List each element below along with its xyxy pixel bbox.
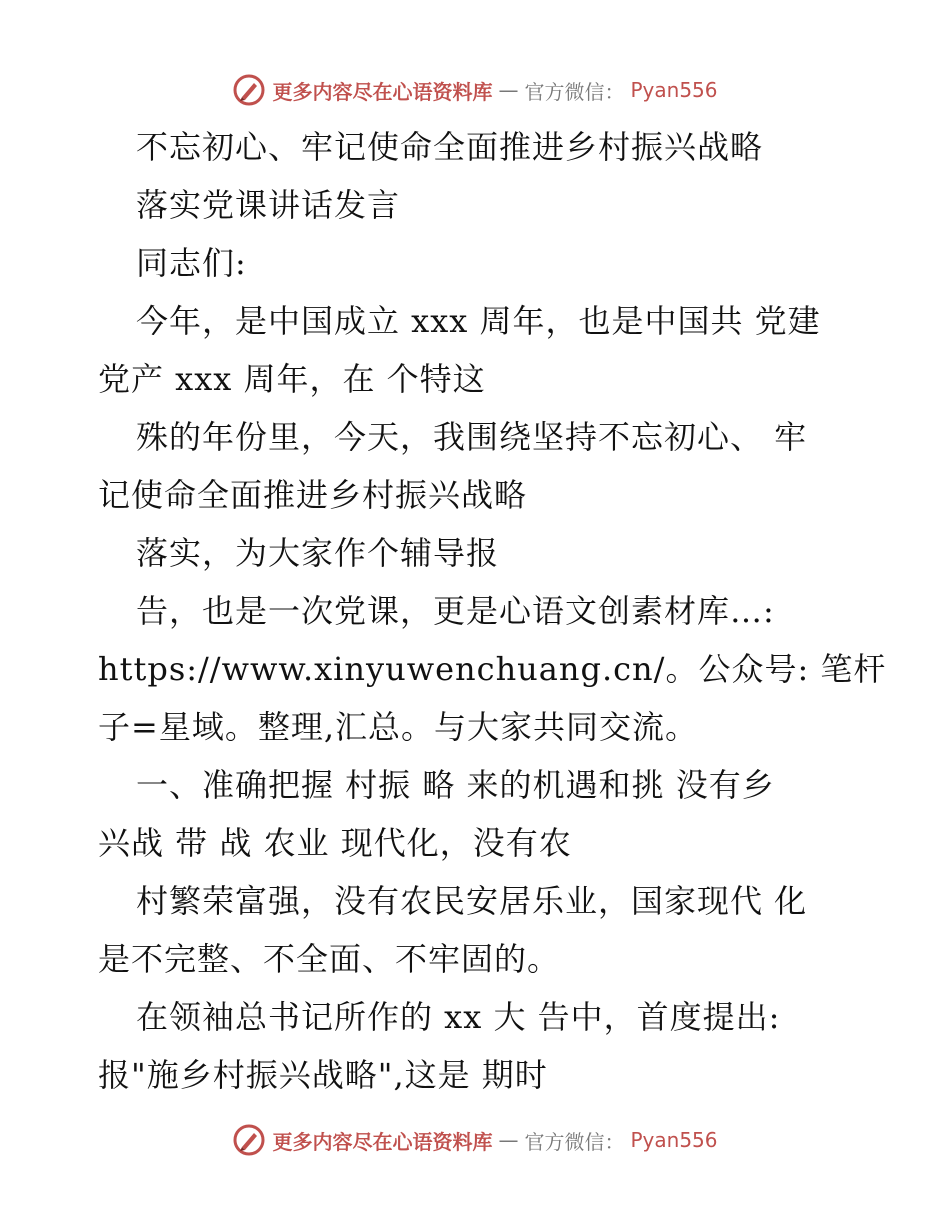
text-line: 殊的年份里，今天，我围绕坚持不忘初心、 牢 [136,418,808,456]
text-line: 一、准确把握 村振 略 来的机遇和挑 没有乡 [136,766,775,804]
banner-wechat-label: 官方微信： [524,79,625,104]
text-line: 兴战 带 战 农业 现代化，没有农 [98,824,572,862]
pen-logo-icon [232,1123,266,1157]
text-line: 同志们: [136,244,247,282]
banner-dash: — [498,78,519,102]
text-line: 不忘初心、牢记使命全面推进乡村振兴战略 [136,128,764,166]
banner-wechat-id: Pyan556 [630,78,718,102]
pen-logo-icon [232,73,266,107]
text-line: 落实，为大家作个辅导报 [136,534,500,572]
footer-banner [0,1118,950,1162]
text-line: 在领袖总书记所作的 xx 大 告中，首度提出: [136,998,781,1036]
text-line: 落实党课讲话发言 [136,186,401,224]
text-line: 记使命全面推进乡村振兴战略 [98,476,528,514]
text-line: 报"施乡村振兴战略",这是 期时 [98,1056,548,1094]
banner-main-text: 更多内容尽在心语资料库 [272,79,493,104]
document-body [98,118,887,1104]
banner-main-text: 更多内容尽在心语资料库 [272,1129,493,1154]
header-banner [0,68,950,112]
text-line: https://www.xinyuwenchuang.cn/。公众号: 笔杆 [98,650,887,688]
text-line: 是不完整、不全面、不牢固的。 [98,940,561,978]
banner-wechat-label: 官方微信： [524,1129,625,1154]
text-line: 子=星域。整理,汇总。与大家共同交流。 [98,708,698,746]
banner-dash: — [498,1128,519,1152]
text-line: 党产 xxx 周年，在 个特这 [98,360,486,398]
banner-wechat-id: Pyan556 [630,1128,718,1152]
text-line: 村繁荣富强，没有农民安居乐业，国家现代 化 [136,882,808,920]
text-line: 告，也是一次党课，更是心语文创素材库…: [136,592,775,630]
text-line: 今年，是中国成立 xxx 周年，也是中国共 党建 [136,302,821,340]
